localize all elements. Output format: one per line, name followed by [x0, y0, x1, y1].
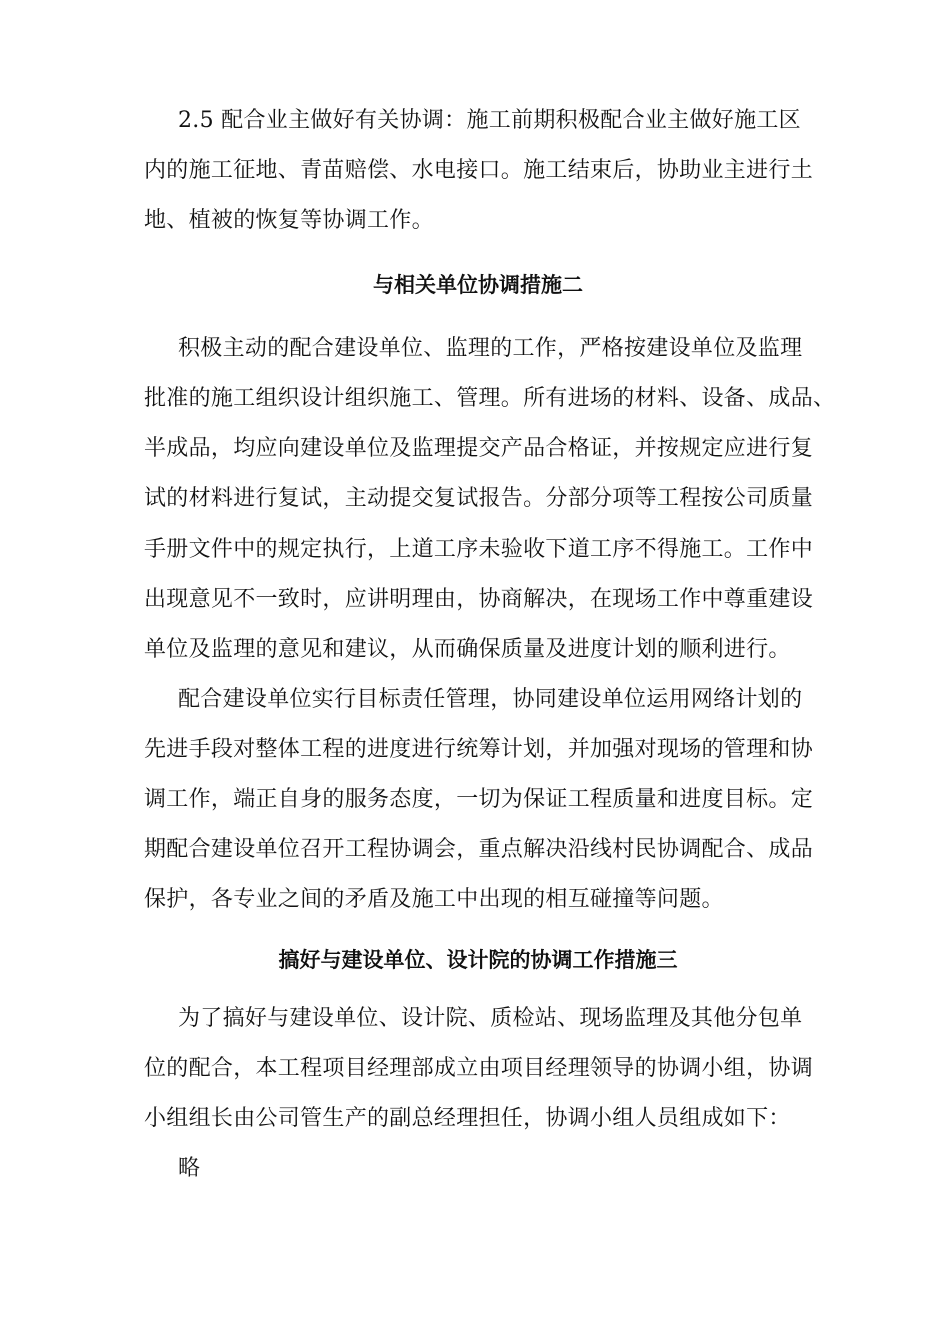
paragraph-a-line-5: 手册文件中的规定执行，上道工序未验收下道工序不得施工。工作中 — [144, 537, 814, 562]
paragraph-a-line-3: 半成品，均应向建设单位及监理提交产品合格证，并按规定应进行复 — [144, 436, 814, 461]
paragraph-c-line-3: 小组组长由公司管生产的副总经理担任，协调小组人员组成如下： — [144, 1106, 791, 1131]
paragraph-a-line-1: 积极主动的配合建设单位、监理的工作，严格按建设单位及监理 — [178, 336, 803, 361]
section-2-5-line-3: 地、植被的恢复等协调工作。 — [144, 208, 434, 233]
paragraph-a-line-4: 试的材料进行复试，主动提交复试报告。分部分项等工程按公司质量 — [144, 486, 814, 511]
paragraph-a-line-6: 出现意见不一致时，应讲明理由，协商解决，在现场工作中尊重建设 — [144, 587, 814, 612]
paragraph-a-line-2: 批准的施工组织设计组织施工、管理。所有进场的材料、设备、成品、 — [144, 386, 836, 411]
paragraph-b-line-1: 配合建设单位实行目标责任管理，协同建设单位运用网络计划的 — [178, 687, 803, 712]
section-heading-2: 与相关单位协调措施二 — [373, 273, 583, 297]
section-2-5-line-1: 2.5 配合业主做好有关协调：施工前期积极配合业主做好施工区 — [178, 108, 801, 133]
paragraph-c-line-2: 位的配合，本工程项目经理部成立由项目经理领导的协调小组，协调 — [144, 1056, 814, 1081]
paragraph-b-line-5: 保护，各专业之间的矛盾及施工中出现的相互碰撞等问题。 — [144, 887, 724, 912]
paragraph-c-line-1: 为了搞好与建设单位、设计院、质检站、现场监理及其他分包单 — [178, 1006, 803, 1031]
paragraph-b-line-3: 调工作，端正自身的服务态度，一切为保证工程质量和进度目标。定 — [144, 787, 814, 812]
section-heading-3: 搞好与建设单位、设计院的协调工作措施三 — [278, 948, 678, 972]
omitted-note: 略 — [178, 1156, 201, 1181]
paragraph-b-line-2: 先进手段对整体工程的进度进行统筹计划，并加强对现场的管理和协 — [144, 737, 814, 762]
paragraph-a-line-7: 单位及监理的意见和建议，从而确保质量及进度计划的顺利进行。 — [144, 637, 791, 662]
section-2-5-line-2: 内的施工征地、青苗赔偿、水电接口。施工结束后，协助业主进行土 — [144, 158, 814, 183]
paragraph-b-line-4: 期配合建设单位召开工程协调会，重点解决沿线村民协调配合、成品 — [144, 837, 814, 862]
